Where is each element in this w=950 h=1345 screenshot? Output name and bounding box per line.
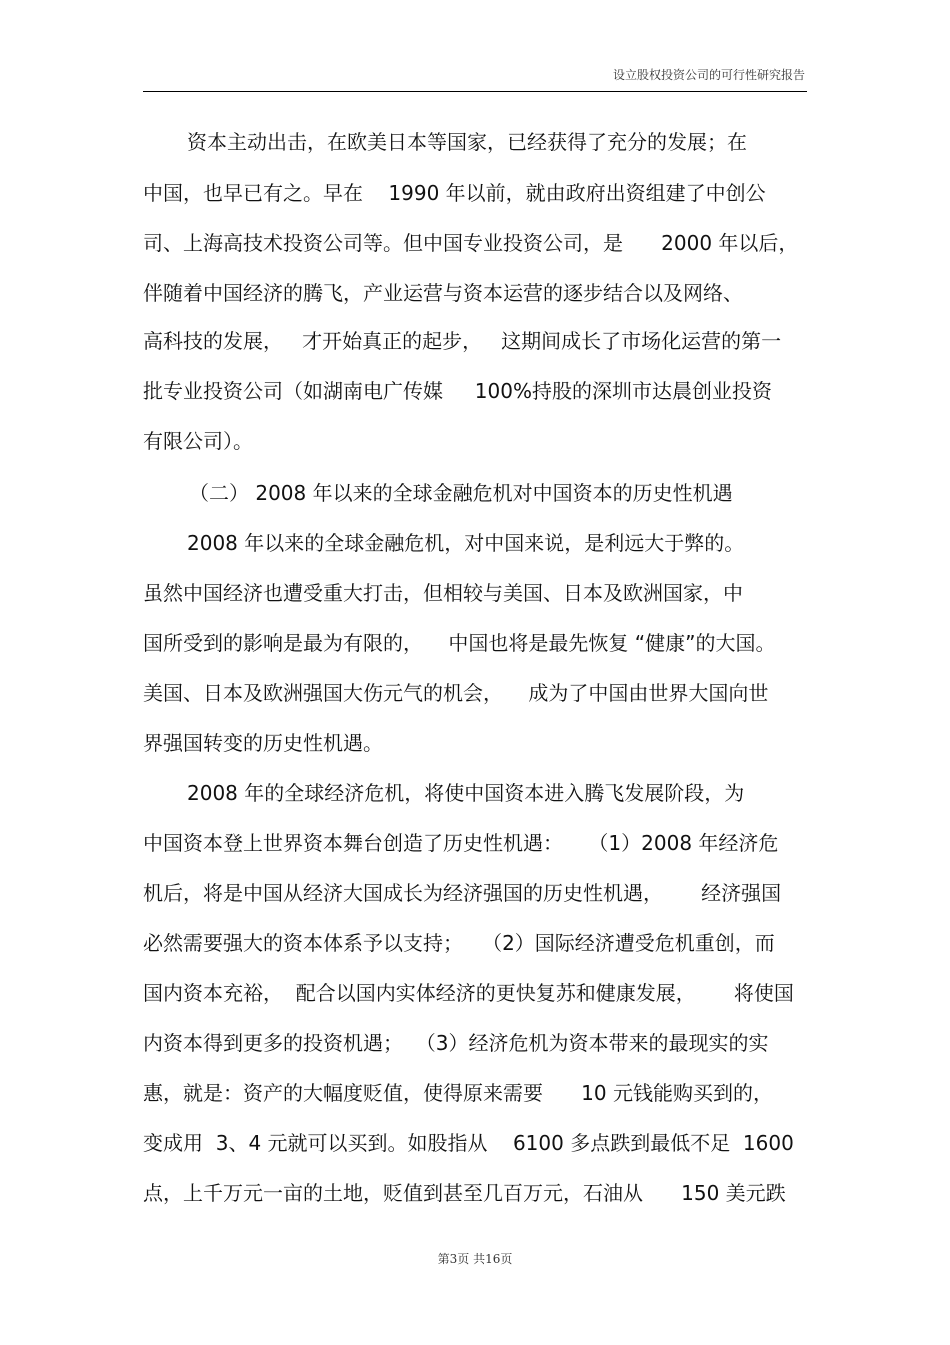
- paragraph-line: 2008 年以来的全球金融危机，对中国来说，是利远大于弊的。: [187, 531, 745, 555]
- header-divider: [143, 91, 807, 92]
- paragraph-line: 批专业投资公司（如湖南电广传媒 100%持股的深圳市达晨创业投资: [143, 379, 772, 403]
- paragraph-line: 必然需要强大的资本体系予以支持； （2）国际经济遭受危机重创，而: [143, 931, 775, 955]
- paragraph-line: 中国，也早已有之。早在 1990 年以前，就由政府出资组建了中创公: [143, 181, 766, 205]
- paragraph-line: 高科技的发展， 才开始真正的起步， 这期间成长了市场化运营的第一: [143, 329, 782, 353]
- paragraph-line: 中国资本登上世界资本舞台创造了历史性机遇： （1）2008 年经济危: [143, 831, 779, 855]
- page-number-footer: 第3页 共16页: [437, 1252, 513, 1266]
- paragraph-line: 界强国转变的历史性机遇。: [143, 731, 383, 755]
- section-heading: （二） 2008 年以来的全球金融危机对中国资本的历史性机遇: [189, 481, 733, 505]
- paragraph-line: 伴随着中国经济的腾飞，产业运营与资本运营的逐步结合以及网络、: [143, 281, 743, 305]
- document-header-title: 设立股权投资公司的可行性研究报告: [612, 68, 805, 82]
- paragraph-line: 2008 年的全球经济危机，将使中国资本进入腾飞发展阶段，为: [187, 781, 745, 805]
- paragraph-line: 机后，将是中国从经济大国成长为经济强国的历史性机遇， 经济强国: [143, 881, 782, 905]
- paragraph-line: 资本主动出击，在欧美日本等国家，已经获得了充分的发展；在: [187, 130, 747, 154]
- paragraph-line: 点，上千万元一亩的土地，贬值到甚至几百万元，石油从 150 美元跌: [143, 1181, 786, 1205]
- paragraph-line: 惠，就是：资产的大幅度贬值，使得原来需要 10 元钱能购买到的，: [143, 1081, 773, 1105]
- paragraph-line: 美国、日本及欧洲强国大伤元气的机会， 成为了中国由世界大国向世: [143, 681, 769, 705]
- paragraph-line: 虽然中国经济也遭受重大打击，但相较与美国、日本及欧洲国家，中: [143, 581, 743, 605]
- paragraph-line: 司、上海高技术投资公司等。但中国专业投资公司，是 2000 年以后，: [143, 231, 799, 255]
- paragraph-line: 内资本得到更多的投资机遇； （3）经济危机为资本带来的最现实的实: [143, 1031, 769, 1055]
- paragraph-line: 国内资本充裕， 配合以国内实体经济的更快复苏和健康发展， 将使国: [143, 981, 794, 1005]
- paragraph-line: 变成用 3、4 元就可以买到。如股指从 6100 多点跌到最低不足 1600: [143, 1131, 794, 1155]
- paragraph-line: 有限公司）。: [143, 429, 253, 453]
- paragraph-line: 国所受到的影响是最为有限的， 中国也将是最先恢复 “健康”的大国。: [143, 631, 776, 655]
